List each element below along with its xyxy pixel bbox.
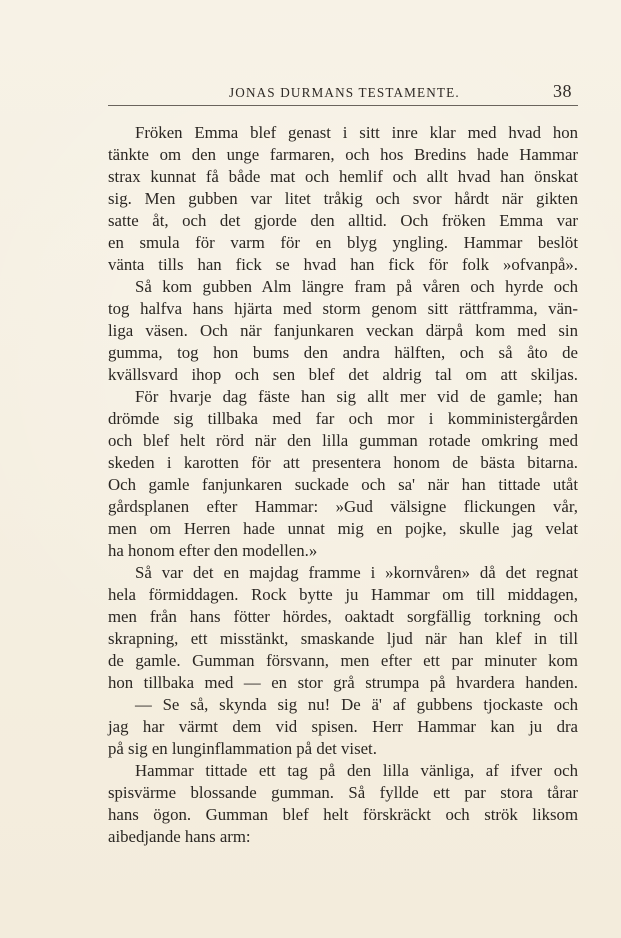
text-line-15: och blef helt rörd när den lilla gumman rotade omkring med bbox=[108, 431, 578, 450]
text-line-32: hans ögon. Gumman blef helt förskräckt och strök liksom bbox=[108, 805, 578, 824]
text-line-21: Så var det en majdag framme i »kornvåren» då det regnat bbox=[135, 563, 578, 582]
text-line-30: Hammar tittade ett tag på den lilla vänliga, af ifver och bbox=[135, 761, 578, 780]
text-line-22: hela förmiddagen. Rock bytte ju Hammar om till middagen, bbox=[108, 585, 578, 604]
text-line-23: men från hans fötter hördes, oaktadt sorgfällig torkning och bbox=[108, 607, 578, 626]
text-line-20: ha honom efter den modellen.» bbox=[108, 541, 318, 560]
text-line-31: spisvärme blossande gumman. Så fyllde ett par stora tårar bbox=[108, 783, 578, 802]
text-line-7: vänta tills han fick se hvad han fick för folk »ofvanpå». bbox=[108, 255, 578, 274]
body-text bbox=[108, 122, 578, 848]
text-line-1: Fröken Emma blef genast i sitt inre klar med hvad hon bbox=[135, 123, 578, 142]
text-line-26: hon tillbaka med — en stor grå strumpa på hvardera handen. bbox=[108, 673, 578, 692]
text-line-28: jag har värmt dem vid spisen. Herr Hammar kan ju dra bbox=[108, 717, 578, 736]
text-line-33: aibedjande hans arm: bbox=[108, 827, 251, 846]
text-line-10: liga väsen. Och när fanjunkaren veckan därpå kom med sin bbox=[108, 321, 578, 340]
page-number: 38 bbox=[553, 81, 572, 101]
text-line-25: de gamle. Gumman försvann, men efter ett par minuter kom bbox=[108, 651, 578, 670]
text-line-3: strax kunnat få både mat och hemlif och allt hvad han önskat bbox=[108, 167, 578, 186]
text-line-16: skeden i karotten för att presentera honom de bästa bitarna. bbox=[108, 453, 578, 472]
text-line-4: sig. Men gubben var litet tråkig och svor hårdt när gikten bbox=[108, 189, 578, 208]
header-rule bbox=[108, 105, 578, 106]
text-line-12: kvällsvard ihop och sen blef det aldrig tal om att skiljas. bbox=[108, 365, 578, 384]
text-line-14: drömde sig tillbaka med far och mor i komministergården bbox=[108, 409, 578, 428]
running-head-title: JONAS DURMANS TESTAMENTE. bbox=[229, 85, 460, 100]
text-line-5: satte åt, och det gjorde den alltid. Och fröken Emma var bbox=[108, 211, 578, 230]
running-head bbox=[108, 80, 580, 104]
text-line-17: Och gamle fanjunkaren suckade och sa' när han tittade utåt bbox=[108, 475, 578, 494]
text-line-11: gumma, tog hon bums den andra hälften, och så åto de bbox=[108, 343, 578, 362]
text-line-19: men om Herren hade unnat mig en pojke, skulle jag velat bbox=[108, 519, 578, 538]
text-line-29: på sig en lunginflammation på det viset. bbox=[108, 739, 377, 758]
text-line-18: gårdsplanen efter Hammar: »Gud välsigne flickungen vår, bbox=[108, 497, 578, 516]
text-line-8: Så kom gubben Alm längre fram på våren och hyrde och bbox=[135, 277, 578, 296]
text-line-24: skrapning, ett misstänkt, smaskande ljud när han klef in till bbox=[108, 629, 578, 648]
text-line-9: tog halfva hans hjärta med storm genom sitt rättframma, vän- bbox=[108, 299, 578, 318]
text-line-13: För hvarje dag fäste han sig allt mer vid de gamle; han bbox=[135, 387, 578, 406]
text-line-27: — Se så, skynda sig nu! De ä' af gubbens tjockaste och bbox=[135, 695, 578, 714]
text-line-6: en smula för varm för en blyg yngling. Hammar beslöt bbox=[108, 233, 578, 252]
text-line-2: tänkte om den unge farmaren, och hos Bredins hade Hammar bbox=[108, 145, 578, 164]
